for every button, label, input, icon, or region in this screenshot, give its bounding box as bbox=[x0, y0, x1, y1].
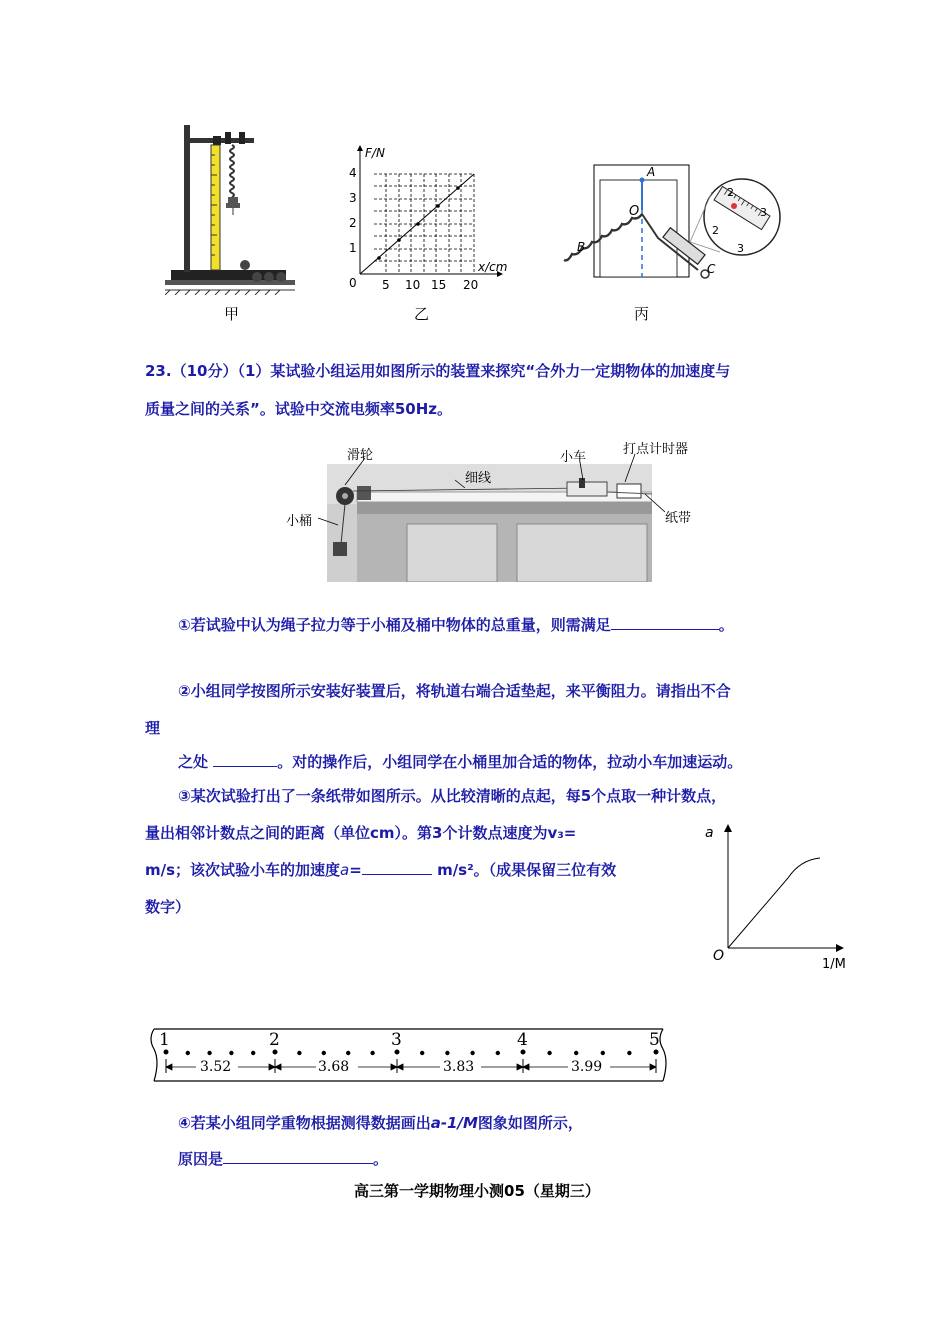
answer-blank-1[interactable] bbox=[611, 615, 719, 630]
question-line-2: 质量之间的关系”。试验中交流电频率50Hz。 bbox=[145, 400, 453, 418]
item-4-text-b: 图象如图所示， bbox=[477, 1114, 583, 1132]
label-timer: 打点计时器 bbox=[623, 442, 689, 457]
tape-dot bbox=[420, 1051, 424, 1055]
tape-dot bbox=[207, 1051, 211, 1055]
tape-dot bbox=[370, 1051, 374, 1055]
tape-dot bbox=[322, 1051, 326, 1055]
bing-label-c: C bbox=[707, 262, 716, 276]
bing-label-a: A bbox=[647, 165, 656, 179]
item-4-text-a: ④若某小组同学重物根据测得数据画出 bbox=[178, 1114, 431, 1132]
graph-a-origin: O bbox=[713, 948, 725, 964]
graph-yi-ytick: 2 bbox=[349, 216, 357, 230]
tape-dot bbox=[601, 1051, 605, 1055]
item-3-line-3 bbox=[145, 859, 616, 880]
tape-dot bbox=[346, 1051, 350, 1055]
tape-dot bbox=[297, 1051, 301, 1055]
item-3-text-a: m/s；该次试验小车的加速度 bbox=[145, 861, 341, 879]
tape-dot bbox=[547, 1051, 551, 1055]
tape-point-label: 2 bbox=[269, 1030, 280, 1050]
tape-count-dot bbox=[521, 1050, 526, 1055]
item-2-text-a: 之处 bbox=[178, 753, 209, 771]
tape-point-label: 1 bbox=[159, 1030, 170, 1050]
graph-yi-ytick: 4 bbox=[349, 166, 357, 180]
item-4-reason-label: 原因是 bbox=[178, 1150, 224, 1168]
label-pulley: 滑轮 bbox=[347, 448, 374, 463]
tape-distance: 3.52 bbox=[200, 1059, 232, 1075]
bing-dial-num: 3 bbox=[760, 206, 767, 219]
figure-jia bbox=[165, 120, 300, 295]
tape-dot bbox=[186, 1051, 190, 1055]
tape-distance: 3.68 bbox=[318, 1059, 350, 1075]
label-bucket: 小桶 bbox=[286, 514, 313, 529]
item-1-end: 。 bbox=[718, 616, 734, 634]
item-3-line-4: 数字） bbox=[145, 898, 191, 916]
tape-dot bbox=[470, 1051, 474, 1055]
page-footer: 高三第一学期物理小测05（星期三） bbox=[354, 1182, 600, 1200]
graph-yi-xtick: 5 bbox=[382, 278, 390, 292]
item-3-text-b: = bbox=[349, 861, 362, 879]
item-4-line-2 bbox=[178, 1148, 388, 1169]
tape-count-dot bbox=[273, 1050, 278, 1055]
question-line-1: 23.（10分）（1）某试验小组运用如图所示的装置来探究“合外力一定期物体的加速度与 bbox=[145, 362, 731, 380]
tape-count-dot bbox=[395, 1050, 400, 1055]
graph-yi-xtick: 15 bbox=[431, 278, 447, 292]
answer-blank-3[interactable] bbox=[362, 860, 432, 875]
graph-yi-xtick: 10 bbox=[405, 278, 421, 292]
graph-a-xlabel: 1/M bbox=[822, 957, 846, 972]
item-3-line-2: 量出相邻计数点之间的距离（单位cm）。第3个计数点速度为v₃= bbox=[145, 824, 577, 842]
item-3-text-c: m/s²。（成果保留三位有效 bbox=[437, 861, 617, 879]
caption-bing: 丙 bbox=[634, 305, 650, 323]
tape-count-dot bbox=[654, 1050, 659, 1055]
graph-yi-ylabel: F/N bbox=[365, 146, 385, 160]
tape-dot bbox=[627, 1051, 631, 1055]
item-4-end: 。 bbox=[373, 1150, 389, 1168]
bing-label-b: B bbox=[577, 240, 586, 254]
bing-label-o: O bbox=[629, 204, 640, 219]
item-2-line-3 bbox=[178, 751, 742, 772]
tape-dot bbox=[496, 1051, 500, 1055]
graph-a-ylabel: a bbox=[705, 825, 714, 841]
tape-point-label: 5 bbox=[649, 1030, 660, 1050]
caption-yi: 乙 bbox=[414, 305, 430, 323]
graph-yi-xtick: 20 bbox=[463, 278, 479, 292]
item-4-line-1 bbox=[178, 1112, 583, 1133]
item-2-text-b: 。对的操作后，小组同学在小桶里加合适的物体，拉动小车加速运动。 bbox=[277, 753, 743, 771]
item-3-line-1: ③某次试验打出了一条纸带如图所示。从比较清晰的点起，每5个点取一种计数点， bbox=[178, 787, 727, 805]
tape-distance: 3.83 bbox=[443, 1059, 475, 1075]
item-2-line-1: ②小组同学按图所示安装好装置后，将轨道右端合适垫起，来平衡阻力。请指出不合 bbox=[178, 682, 731, 700]
tape-dot bbox=[229, 1051, 233, 1055]
item-4-var: a-1/M bbox=[430, 1114, 478, 1132]
graph-yi-ytick: 3 bbox=[349, 191, 357, 205]
graph-yi-ytick: 1 bbox=[349, 241, 357, 255]
tape-point-label: 3 bbox=[391, 1030, 402, 1050]
tape-point-label: 4 bbox=[517, 1030, 528, 1050]
bing-dial-num: 3 bbox=[737, 242, 744, 255]
caption-jia: 甲 bbox=[224, 305, 240, 323]
graph-yi-xlabel: x/cm bbox=[478, 260, 508, 274]
tape-dot bbox=[251, 1051, 255, 1055]
item-2-line-2: 理 bbox=[145, 719, 161, 737]
label-string: 细线 bbox=[465, 471, 492, 486]
bing-dial-num: 2 bbox=[712, 224, 719, 237]
answer-blank-4[interactable] bbox=[223, 1149, 373, 1164]
tape-distance: 3.99 bbox=[571, 1059, 603, 1075]
figure-bing bbox=[562, 162, 782, 297]
item-3-var-a: a bbox=[340, 861, 350, 879]
answer-blank-2[interactable] bbox=[213, 752, 277, 767]
graph-yi-xtick: 0 bbox=[349, 276, 357, 290]
tape-count-dot bbox=[164, 1050, 169, 1055]
bing-dial-num: 2 bbox=[727, 186, 734, 199]
tape-dot bbox=[574, 1051, 578, 1055]
tape-dot bbox=[445, 1051, 449, 1055]
item-1-text: ①若试验中认为绳子拉力等于小桶及桶中物体的总重量，则需满足 bbox=[178, 616, 611, 634]
label-cart: 小车 bbox=[560, 450, 587, 465]
item-1 bbox=[178, 614, 734, 635]
label-tape: 纸带 bbox=[665, 511, 692, 526]
